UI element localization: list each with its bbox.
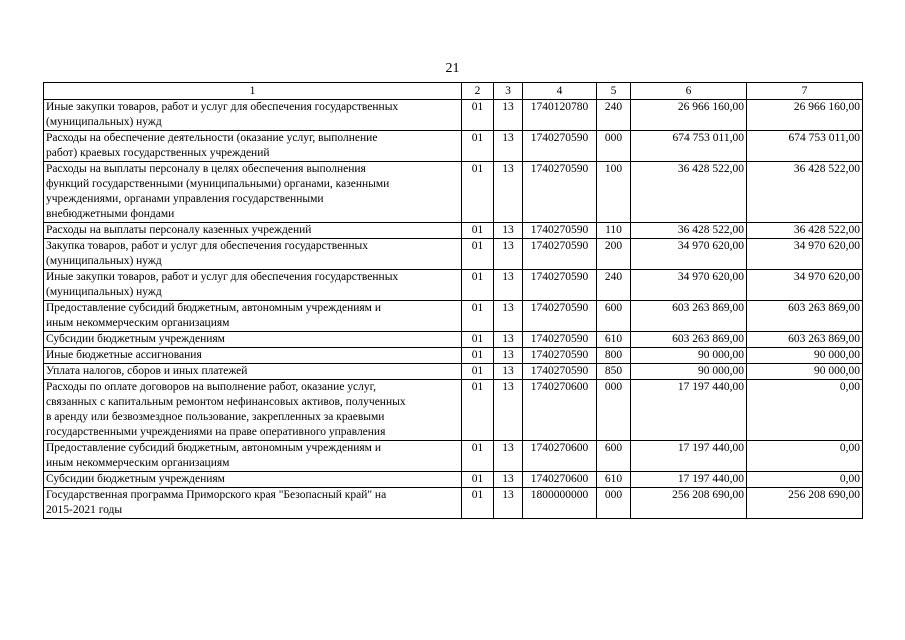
expense-type-cell: 000 (597, 380, 631, 441)
amount-column-6-cell: 34 970 620,00 (631, 270, 747, 301)
expense-name-cell (44, 441, 462, 472)
budget-table (43, 82, 863, 519)
table-row (44, 131, 863, 162)
section-code-cell: 01 (462, 441, 494, 472)
expense-type-cell: 610 (597, 332, 631, 348)
target-article-cell: 1740270590 (523, 332, 597, 348)
expense-name-cell (44, 472, 462, 488)
table-body (44, 100, 863, 519)
expense-name-line: Субсидии бюджетным учреждениям (46, 473, 225, 485)
expense-name-line: работ) краевых государственных учреждений (46, 147, 270, 159)
page-number: 21 (445, 61, 460, 76)
amount-column-7-cell: 36 428 522,00 (747, 223, 863, 239)
column-header: 2 (462, 83, 494, 100)
expense-name-line: Расходы по оплате договоров на выполнение работ, оказание услуг, (46, 381, 376, 393)
expense-name-line: внебюджетными фондами (46, 208, 175, 220)
section-code-cell: 01 (462, 332, 494, 348)
amount-column-6-cell: 26 966 160,00 (631, 100, 747, 131)
expense-name-cell (44, 100, 462, 131)
table-row (44, 301, 863, 332)
subsection-code-cell: 13 (494, 472, 523, 488)
expense-type-cell: 600 (597, 301, 631, 332)
expense-name-line: Субсидии бюджетным учреждениям (46, 333, 225, 345)
amount-column-7-cell: 256 208 690,00 (747, 488, 863, 519)
expense-name-cell (44, 364, 462, 380)
expense-name-line: Предоставление субсидий бюджетным, автономным учреждениям и (46, 442, 381, 454)
expense-name-cell (44, 348, 462, 364)
expense-type-cell: 000 (597, 131, 631, 162)
expense-name-line: Государственная программа Приморского края "Безопасный край" на (46, 489, 387, 501)
expense-type-cell: 240 (597, 270, 631, 301)
table-row (44, 488, 863, 519)
subsection-code-cell: 13 (494, 380, 523, 441)
expense-name-cell (44, 332, 462, 348)
target-article-cell: 1740270590 (523, 270, 597, 301)
expense-name-cell (44, 239, 462, 270)
expense-name-cell (44, 488, 462, 519)
target-article-cell: 1740270600 (523, 441, 597, 472)
expense-type-cell: 240 (597, 100, 631, 131)
expense-name-line: функций государственными (муниципальными) органами, казенными (46, 178, 390, 190)
section-code-cell: 01 (462, 301, 494, 332)
column-header: 3 (494, 83, 523, 100)
amount-column-7-cell: 90 000,00 (747, 364, 863, 380)
table-row (44, 472, 863, 488)
amount-column-7-cell: 0,00 (747, 441, 863, 472)
amount-column-6-cell: 17 197 440,00 (631, 441, 747, 472)
amount-column-6-cell: 674 753 011,00 (631, 131, 747, 162)
subsection-code-cell: 13 (494, 239, 523, 270)
section-code-cell: 01 (462, 488, 494, 519)
expense-name-cell (44, 162, 462, 223)
column-header: 6 (631, 83, 747, 100)
section-code-cell: 01 (462, 380, 494, 441)
target-article-cell: 1740270590 (523, 348, 597, 364)
expense-type-cell: 110 (597, 223, 631, 239)
amount-column-7-cell: 674 753 011,00 (747, 131, 863, 162)
table-row (44, 100, 863, 131)
amount-column-6-cell: 603 263 869,00 (631, 301, 747, 332)
amount-column-7-cell: 34 970 620,00 (747, 239, 863, 270)
expense-name-line: иным некоммерческим организациям (46, 457, 230, 469)
section-code-cell: 01 (462, 364, 494, 380)
subsection-code-cell: 13 (494, 223, 523, 239)
expense-name-line: связанных с капитальным ремонтом нефинансовых активов, полученных (46, 396, 406, 408)
expense-name-line: Предоставление субсидий бюджетным, автономным учреждениям и (46, 302, 381, 314)
section-code-cell: 01 (462, 348, 494, 364)
amount-column-6-cell: 36 428 522,00 (631, 223, 747, 239)
expense-type-cell: 100 (597, 162, 631, 223)
amount-column-6-cell: 36 428 522,00 (631, 162, 747, 223)
target-article-cell: 1800000000 (523, 488, 597, 519)
expense-type-cell: 800 (597, 348, 631, 364)
section-code-cell: 01 (462, 472, 494, 488)
subsection-code-cell: 13 (494, 348, 523, 364)
column-header: 4 (523, 83, 597, 100)
subsection-code-cell: 13 (494, 332, 523, 348)
amount-column-7-cell: 90 000,00 (747, 348, 863, 364)
amount-column-7-cell: 603 263 869,00 (747, 301, 863, 332)
target-article-cell: 1740270600 (523, 472, 597, 488)
expense-name-cell (44, 270, 462, 301)
subsection-code-cell: 13 (494, 488, 523, 519)
section-code-cell: 01 (462, 131, 494, 162)
section-code-cell: 01 (462, 239, 494, 270)
header-row (44, 83, 863, 100)
subsection-code-cell: 13 (494, 100, 523, 131)
subsection-code-cell: 13 (494, 162, 523, 223)
amount-column-6-cell: 256 208 690,00 (631, 488, 747, 519)
expense-name-line: (муниципальных) нужд (46, 255, 162, 267)
expense-name-line: Расходы на обеспечение деятельности (оказание услуг, выполнение (46, 132, 378, 144)
target-article-cell: 1740270600 (523, 380, 597, 441)
amount-column-6-cell: 17 197 440,00 (631, 472, 747, 488)
expense-name-line: государственными учреждениями на праве оперативного управления (46, 426, 386, 438)
expense-name-cell (44, 301, 462, 332)
amount-column-7-cell: 0,00 (747, 472, 863, 488)
subsection-code-cell: 13 (494, 131, 523, 162)
amount-column-6-cell: 90 000,00 (631, 364, 747, 380)
section-code-cell: 01 (462, 100, 494, 131)
expense-name-line: Закупка товаров, работ и услуг для обеспечения государственных (46, 240, 369, 252)
expense-name-cell (44, 223, 462, 239)
amount-column-7-cell: 36 428 522,00 (747, 162, 863, 223)
table-row (44, 364, 863, 380)
subsection-code-cell: 13 (494, 270, 523, 301)
subsection-code-cell: 13 (494, 301, 523, 332)
subsection-code-cell: 13 (494, 441, 523, 472)
amount-column-7-cell: 34 970 620,00 (747, 270, 863, 301)
target-article-cell: 1740120780 (523, 100, 597, 131)
expense-name-line: Иные бюджетные ассигнования (46, 349, 202, 361)
column-header: 1 (44, 83, 462, 100)
target-article-cell: 1740270590 (523, 162, 597, 223)
expense-type-cell: 600 (597, 441, 631, 472)
amount-column-7-cell: 603 263 869,00 (747, 332, 863, 348)
expense-name-line: учреждениями, органами управления государственными (46, 193, 324, 205)
amount-column-7-cell: 26 966 160,00 (747, 100, 863, 131)
table-row (44, 223, 863, 239)
expense-type-cell: 850 (597, 364, 631, 380)
expense-name-line: в аренду или безвозмездное пользование, закрепленных за краевыми (46, 411, 385, 423)
table-row (44, 332, 863, 348)
target-article-cell: 1740270590 (523, 364, 597, 380)
table-row (44, 239, 863, 270)
table-row (44, 348, 863, 364)
section-code-cell: 01 (462, 223, 494, 239)
section-code-cell: 01 (462, 270, 494, 301)
amount-column-6-cell: 90 000,00 (631, 348, 747, 364)
table-row (44, 380, 863, 441)
amount-column-6-cell: 603 263 869,00 (631, 332, 747, 348)
expense-type-cell: 200 (597, 239, 631, 270)
expense-name-line: (муниципальных) нужд (46, 286, 162, 298)
amount-column-6-cell: 17 197 440,00 (631, 380, 747, 441)
expense-name-line: Иные закупки товаров, работ и услуг для обеспечения государственных (46, 101, 399, 113)
amount-column-7-cell: 0,00 (747, 380, 863, 441)
target-article-cell: 1740270590 (523, 239, 597, 270)
expense-type-cell: 000 (597, 488, 631, 519)
subsection-code-cell: 13 (494, 364, 523, 380)
table-row (44, 270, 863, 301)
amount-column-6-cell: 34 970 620,00 (631, 239, 747, 270)
expense-name-line: иным некоммерческим организациям (46, 317, 230, 329)
section-code-cell: 01 (462, 162, 494, 223)
expense-name-cell (44, 131, 462, 162)
expense-name-line: 2015-2021 годы (46, 504, 123, 516)
expense-name-line: Иные закупки товаров, работ и услуг для обеспечения государственных (46, 271, 399, 283)
expense-name-line: Уплата налогов, сборов и иных платежей (46, 365, 248, 377)
expense-name-line: Расходы на выплаты персоналу казенных учреждений (46, 224, 312, 236)
table-row (44, 162, 863, 223)
target-article-cell: 1740270590 (523, 131, 597, 162)
column-header: 5 (597, 83, 631, 100)
column-header: 7 (747, 83, 863, 100)
expense-name-cell (44, 380, 462, 441)
target-article-cell: 1740270590 (523, 301, 597, 332)
target-article-cell: 1740270590 (523, 223, 597, 239)
expense-name-line: Расходы на выплаты персоналу в целях обеспечения выполнения (46, 163, 366, 175)
expense-type-cell: 610 (597, 472, 631, 488)
table-row (44, 441, 863, 472)
expense-name-line: (муниципальных) нужд (46, 116, 162, 128)
